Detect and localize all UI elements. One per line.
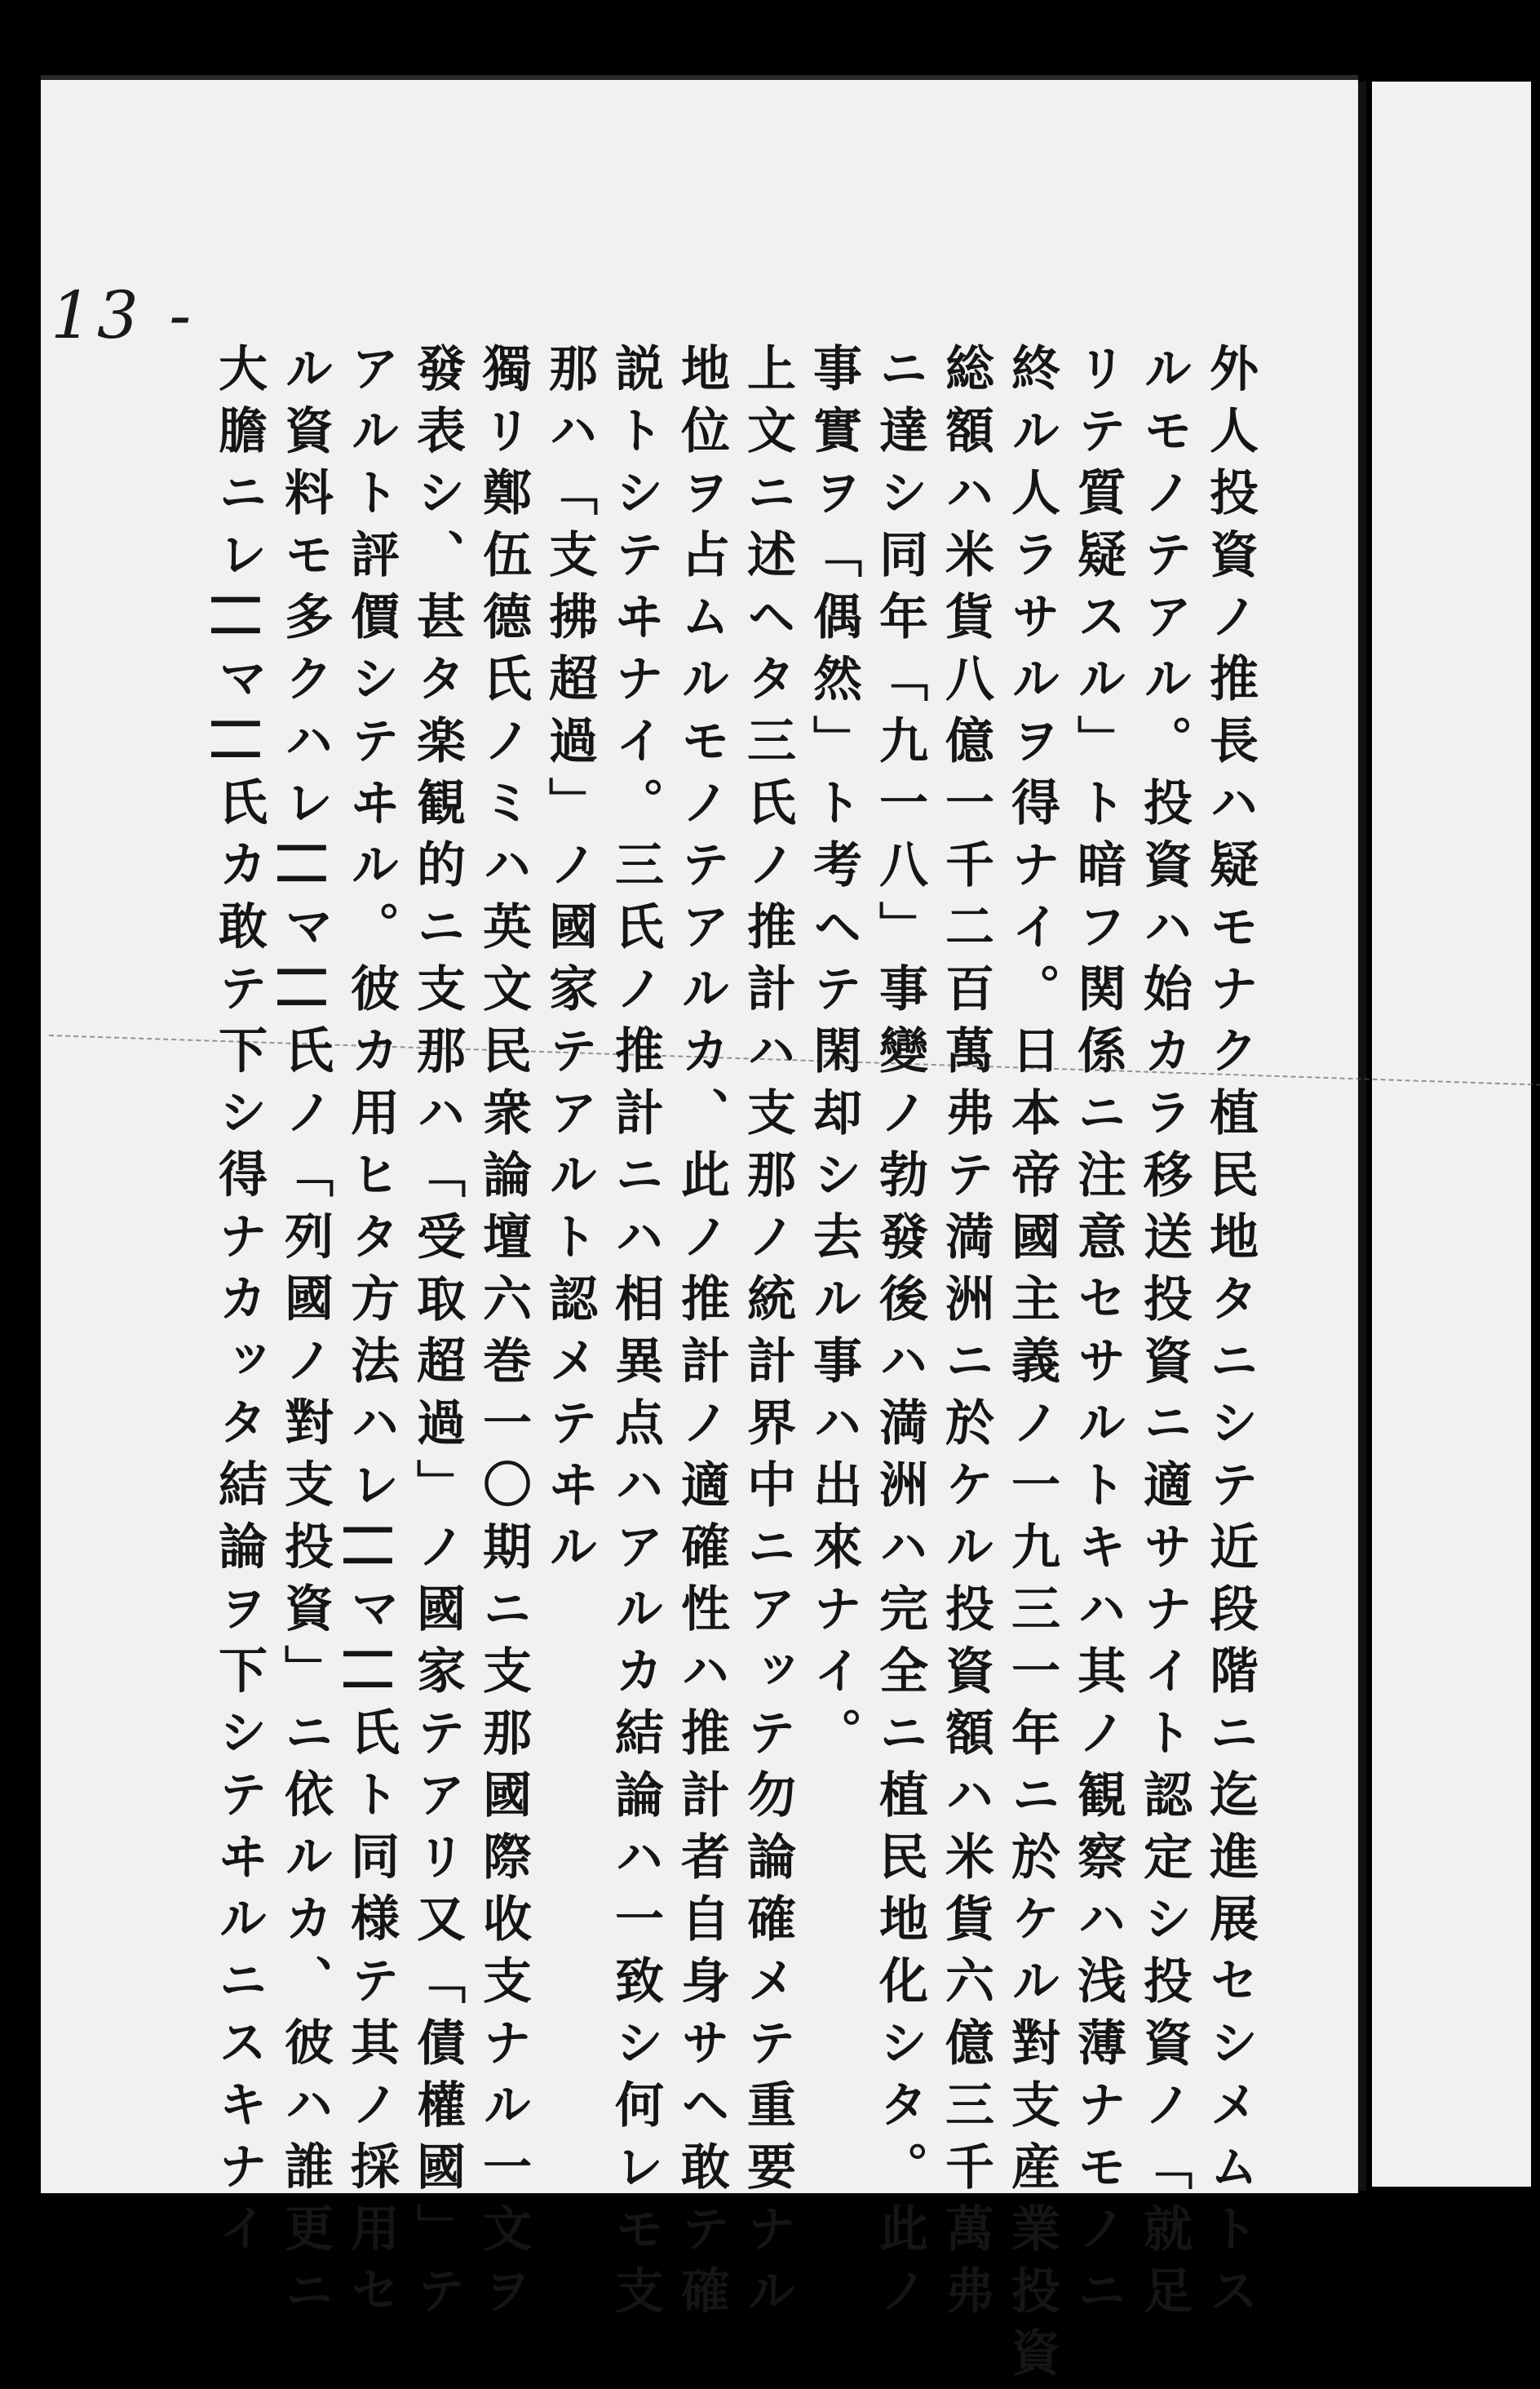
page-gutter xyxy=(1358,82,1366,2191)
text-column: 發表シ、甚タ楽観的ニ支那ハ「受取超過」ノ國家テアリ又「債權國」テ xyxy=(409,343,466,2327)
text-column: 上文ニ述ヘタ三氏ノ推計ハ支那ノ統計界中ニアッテ勿論確メテ重要ナル xyxy=(739,343,796,2327)
adjacent-page-edge xyxy=(1372,82,1531,2187)
text-column: 総額ハ米貨八億一千二百萬弗テ満洲ニ於ケル投資額ハ米貨六億三千萬弗 xyxy=(937,343,994,2327)
text-column: 地位ヲ占ムルモノテアルカ、此ノ推計ノ適確性ハ推計者自身サヘ敢テ確 xyxy=(673,343,730,2327)
page-number: 13 - xyxy=(51,277,197,353)
text-column: 説トシテヰナイ。三氏ノ推計ニハ相異点ハアルカ結論ハ一致シ何レモ支 xyxy=(607,343,664,2327)
text-column: ルモノテアル。投資ハ始カラ移送投資ニ適サナイト認定シ投資ノ「就足 xyxy=(1135,343,1193,2327)
text-column: ル資料モ多クハレ||マ||氏ノ「列國ノ對支投資」ニ依ルカ、彼ハ誰更ニ xyxy=(277,343,334,2327)
text-column: リテ質疑スル」ト暗フ関係ニ注意セサルトキハ其ノ観察ハ浅薄ナモノニ xyxy=(1069,343,1126,2327)
text-column: ニ達シ同年「九一八」事變ノ勃發後ハ満洲ハ完全ニ植民地化シタ。此ノ xyxy=(871,343,928,2327)
vertical-text-block xyxy=(206,343,1263,2389)
text-column: 那ハ「支拂超過」ノ國家テアルト認メテヰル xyxy=(541,343,598,1583)
text-column: 外人投資ノ推長ハ疑モナク植民地タニシテ近段階ニ迄進展セシメムトス xyxy=(1201,343,1259,2327)
text-column: 終ル人ラサルヲ得ナイ。日本帝國主義ノ一九三一年ニ於ケル對支産業投資 xyxy=(1003,343,1060,2389)
text-column: 獨リ鄭伍德氏ノミハ英文民衆論壇六巻一〇期ニ支那國際收支ナル一文ヲ xyxy=(475,343,532,2327)
text-column: 大膽ニレ||マ||氏カ敢テ下シ得ナカッタ結論ヲ下シテヰルニスキナイ xyxy=(210,343,268,2265)
text-column: 事實ヲ「偶然」ト考ヘテ閑却シ去ル事ハ出來ナイ。 xyxy=(805,343,862,1769)
text-column: アルト評價シテヰル。彼カ用ヒタ方法ハレ||マ||氏ト同様テ其ノ採用セ xyxy=(343,343,400,2327)
